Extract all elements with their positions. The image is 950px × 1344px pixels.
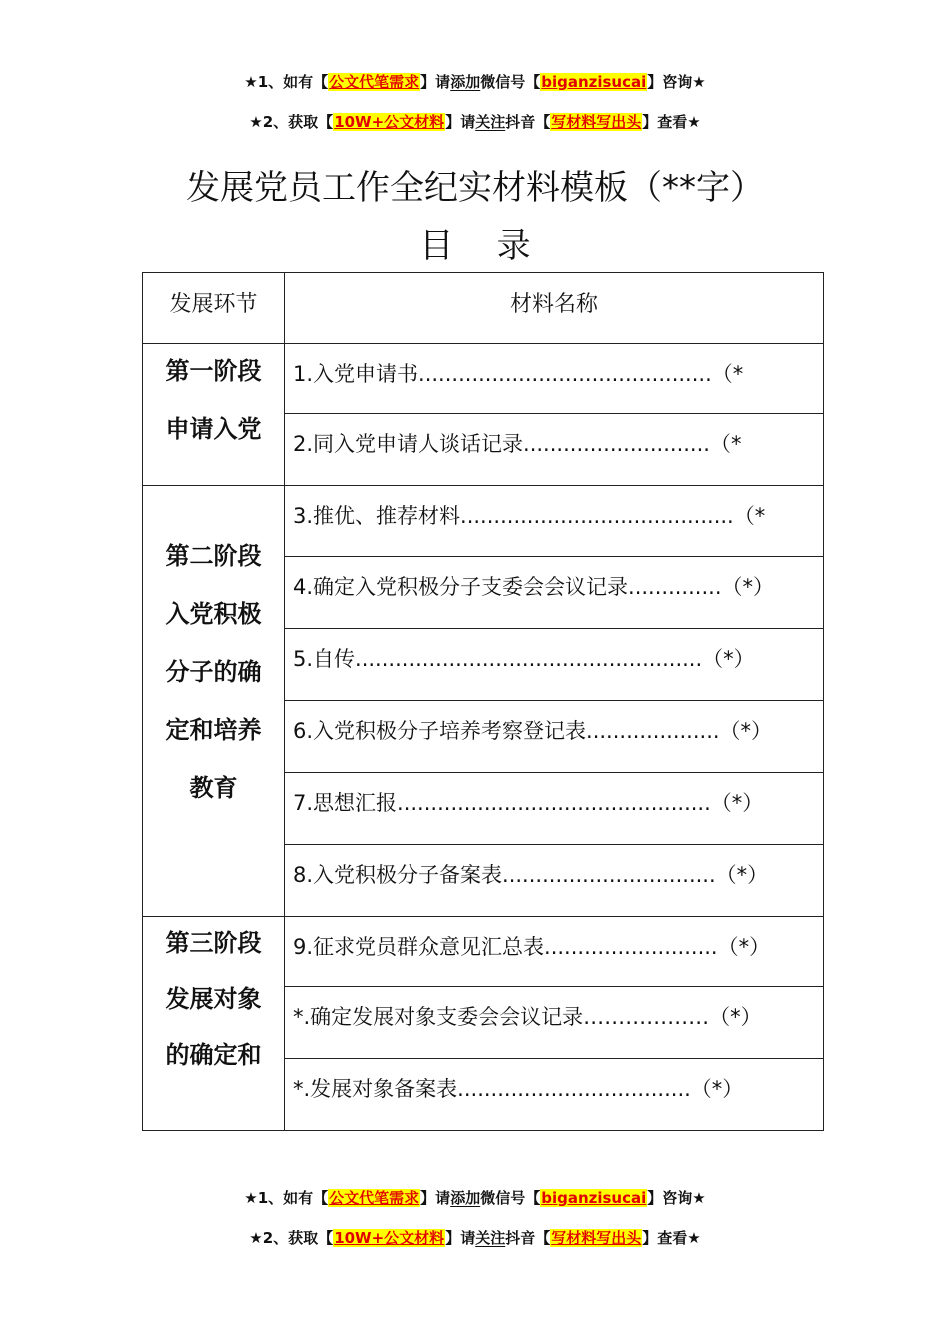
stage-label-line: 入党积极 xyxy=(165,600,262,628)
toc-row xyxy=(143,917,824,987)
notice-text: 】请 xyxy=(445,113,476,131)
highlighted-text: biganzisucai xyxy=(541,73,647,91)
highlighted-text: 写材料写出头 xyxy=(551,113,642,131)
stage-label-line: 第一阶段 xyxy=(165,357,262,385)
notice-line-2-bottom xyxy=(0,1228,950,1248)
material-item: 9.征求党员群众意见汇总表..........................（*） xyxy=(285,917,824,987)
stage-cell xyxy=(143,344,285,486)
toc-row xyxy=(143,344,824,414)
header-material: 材料名称 xyxy=(285,273,824,344)
notice-text: 】查看★ xyxy=(642,113,701,131)
notice-text: 】请 xyxy=(420,1189,451,1207)
notice-text: 】查看★ xyxy=(642,1229,701,1247)
notice-text: 微信号【 xyxy=(480,73,541,91)
notice-text: 抖音【 xyxy=(505,113,551,131)
stage-label-line: 第二阶段 xyxy=(165,542,262,570)
underlined-text: 关注 xyxy=(475,1229,506,1247)
stage-label-line: 定和培养 xyxy=(165,716,262,744)
material-item: 8.入党积极分子备案表................................（*） xyxy=(285,845,824,917)
stage-label-line: 的确定和 xyxy=(165,1041,262,1069)
underlined-text: 添加 xyxy=(450,73,481,91)
notice-line-1-bottom xyxy=(0,1188,950,1208)
underlined-text: 添加 xyxy=(450,1189,481,1207)
highlighted-text: biganzisucai xyxy=(541,1189,647,1207)
highlighted-text: 公文代笔需求 xyxy=(329,1189,420,1207)
notice-text: 抖音【 xyxy=(505,1229,551,1247)
stage-label-line: 申请入党 xyxy=(165,415,262,443)
notice-text: 微信号【 xyxy=(480,1189,541,1207)
material-item: *.发展对象备案表...................................（*） xyxy=(285,1059,824,1131)
toc-row xyxy=(143,486,824,557)
document-title: 发展党员工作全纪实材料模板（**字） xyxy=(186,168,764,208)
highlighted-text: 写材料写出头 xyxy=(551,1229,642,1247)
material-item: 3.推优、推荐材料.........................................（* xyxy=(285,486,824,557)
material-item: *.确定发展对象支委会会议记录………………（*） xyxy=(285,987,824,1059)
stage-label-line: 分子的确 xyxy=(165,658,262,686)
toc-header-row xyxy=(143,273,824,344)
material-item: 2.同入党申请人谈话记录............................（* xyxy=(285,414,824,486)
header-stage: 发展环节 xyxy=(143,273,285,344)
toc-table xyxy=(142,272,824,1131)
stage-cell xyxy=(143,486,285,917)
notice-line-1 xyxy=(0,72,950,92)
notice-text: ★1、如有【 xyxy=(244,1189,329,1207)
material-item: 7.思想汇报...............................................（*） xyxy=(285,773,824,845)
toc-heading: 目 录 xyxy=(419,226,531,266)
material-item: 1.入党申请书............................................（* xyxy=(285,344,824,414)
material-item: 6.入党积极分子培养考察登记表....................（*） xyxy=(285,701,824,773)
highlighted-text: 10W+公文材料 xyxy=(334,1229,445,1247)
notice-text: 】咨询★ xyxy=(647,73,706,91)
notice-text: 】请 xyxy=(420,73,451,91)
notice-text: ★2、获取【 xyxy=(249,1229,334,1247)
notice-text: 】咨询★ xyxy=(647,1189,706,1207)
highlighted-text: 10W+公文材料 xyxy=(334,113,445,131)
material-item: 4.确定入党积极分子支委会会议记录..............（*） xyxy=(285,557,824,629)
notice-line-2 xyxy=(0,112,950,132)
stage-label-line: 第三阶段 xyxy=(165,929,262,957)
notice-text: ★1、如有【 xyxy=(244,73,329,91)
highlighted-text: 公文代笔需求 xyxy=(329,73,420,91)
stage-label-line: 发展对象 xyxy=(165,985,262,1013)
stage-cell xyxy=(143,917,285,1131)
underlined-text: 关注 xyxy=(475,113,506,131)
notice-text: ★2、获取【 xyxy=(249,113,334,131)
material-item: 5.自传....................................................（*） xyxy=(285,629,824,701)
stage-label-line: 教育 xyxy=(189,774,238,802)
notice-text: 】请 xyxy=(445,1229,476,1247)
